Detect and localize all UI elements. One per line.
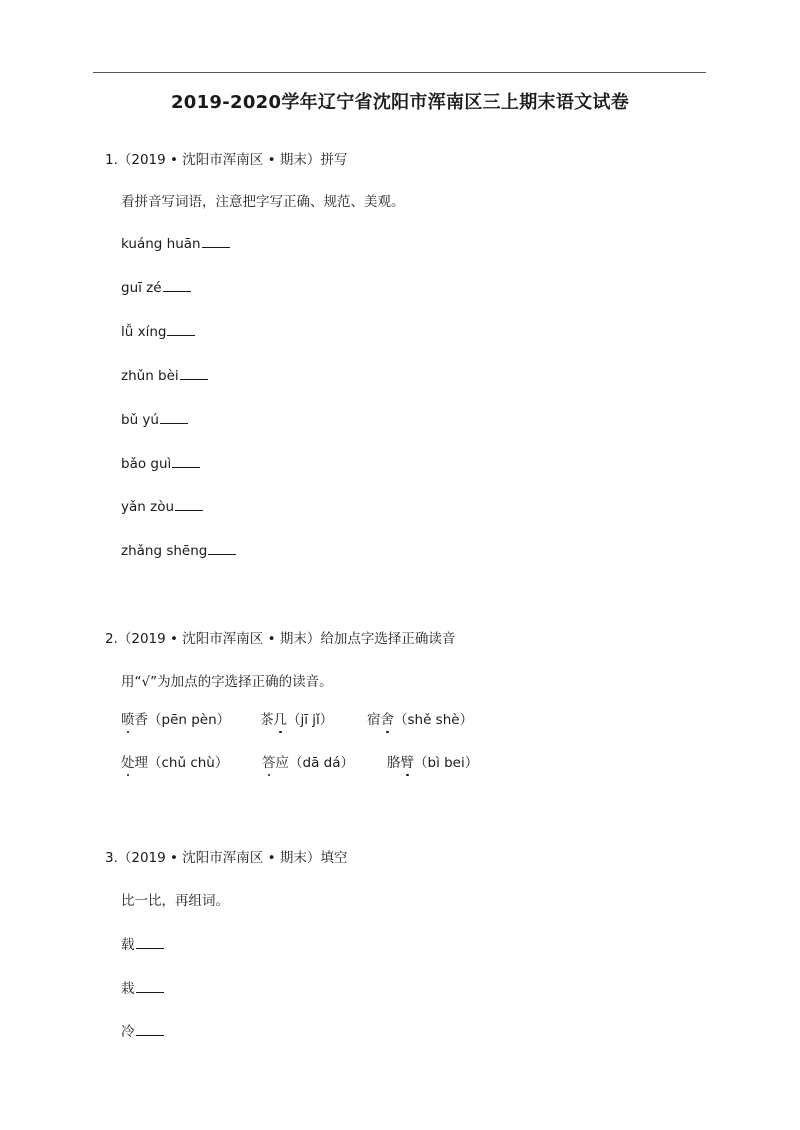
word-item-2 (121, 977, 164, 997)
question-1-instruction: 看拼音写词语，注意把字写正确、规范、美观。 (121, 194, 405, 210)
reading-options: （shě shè） (394, 712, 474, 728)
pinyin-item-3 (121, 321, 195, 340)
pinyin-item-4 (121, 365, 208, 384)
pinyin-text: bǔ yú (121, 412, 159, 428)
character-text: 载 (121, 937, 135, 953)
answer-blank[interactable] (136, 978, 164, 993)
reading-options: （jī jǐ） (287, 712, 334, 728)
question-3-instruction: 比一比，再组词。 (121, 893, 229, 909)
character-text: 冷 (121, 1024, 135, 1040)
answer-blank[interactable] (163, 277, 191, 292)
pinyin-text: bǎo guì (121, 456, 172, 472)
pinyin-item-8 (121, 540, 236, 559)
reading-options: （pēn pèn） (148, 712, 231, 728)
answer-blank[interactable] (136, 934, 164, 949)
pinyin-item-7 (121, 496, 203, 515)
pinyin-item-5 (121, 409, 188, 428)
pinyin-item-1 (121, 233, 230, 252)
answer-blank[interactable] (167, 321, 195, 336)
reading-options: （dā dá） (289, 755, 354, 771)
answer-blank[interactable] (160, 409, 188, 424)
reading-item-4[interactable]: 处理（chǔ chù） (121, 751, 228, 771)
question-2-instruction: 用“√”为加点的字选择正确的读音。 (121, 674, 333, 690)
pinyin-text: yǎn zòu (121, 499, 175, 515)
answer-blank[interactable] (208, 540, 236, 555)
reading-item-1[interactable]: 喷香（pēn pèn） (121, 708, 230, 728)
answer-blank[interactable] (175, 496, 203, 511)
pinyin-text: kuáng huān (121, 236, 201, 252)
dotted-char: 答 (262, 751, 276, 771)
page-title: 2019-2020学年辽宁省沈阳市浑南区三上期末语文试卷 (170, 92, 630, 113)
pinyin-text: zhǔn bèi (121, 368, 179, 384)
reading-options: （chǔ chù） (148, 755, 229, 771)
pinyin-text: lǚ xíng (121, 324, 167, 340)
answer-blank[interactable] (180, 365, 208, 380)
question-3-header: 3.（2019 • 沈阳市浑南区 • 期末）填空 (105, 850, 348, 866)
answer-blank[interactable] (136, 1021, 164, 1036)
answer-blank[interactable] (172, 453, 200, 468)
top-divider (93, 72, 706, 73)
reading-item-5[interactable]: 答应（dā dá） (262, 751, 354, 771)
question-2-header: 2.（2019 • 沈阳市浑南区 • 期末）给加点字选择正确读音 (105, 631, 456, 647)
dotted-char: 几 (274, 708, 288, 728)
reading-item-2[interactable]: 茶几（jī jǐ） (260, 708, 333, 728)
answer-blank[interactable] (202, 233, 230, 248)
pinyin-text: guī zé (121, 280, 162, 296)
reading-item-3[interactable]: 宿舍（shě shè） (367, 708, 473, 728)
character-text: 栽 (121, 981, 135, 997)
reading-item-6[interactable]: 胳臂（bì bei） (387, 751, 478, 771)
pinyin-item-6 (121, 453, 200, 472)
dotted-char: 喷 (121, 708, 135, 728)
dotted-char: 舍 (381, 708, 395, 728)
pinyin-text: zhǎng shēng (121, 543, 208, 559)
word-item-3 (121, 1020, 164, 1040)
dotted-char: 处 (121, 751, 135, 771)
reading-options: （bì bei） (414, 755, 479, 771)
word-item-1 (121, 933, 164, 953)
dotted-char: 臂 (401, 751, 415, 771)
pinyin-item-2 (121, 277, 191, 296)
question-1-header: 1.（2019 • 沈阳市浑南区 • 期末）拼写 (105, 152, 348, 168)
